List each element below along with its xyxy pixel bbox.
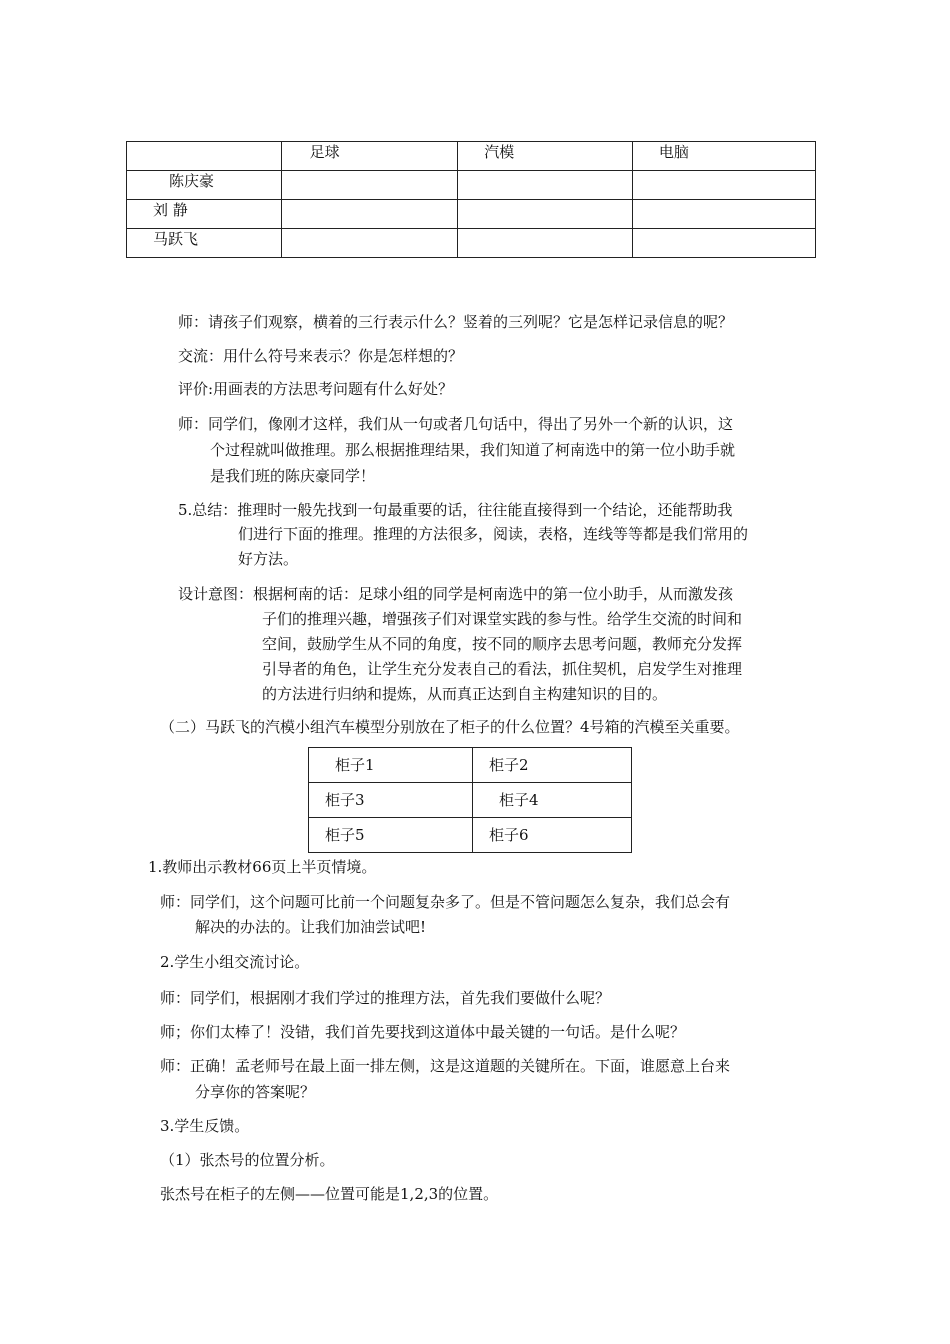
paragraph-line: 师：同学们，像刚才这样，我们从一句或者几句话中，得出了另外一个新的认识，这 [178,415,734,433]
paragraph-line: 空间，鼓励学生从不同的角度，按不同的顺序去思考问题，教师充分发挥 [262,635,743,653]
table-row [309,783,632,818]
table-cell [281,229,458,258]
paragraph-line: 子们的推理兴趣，增强孩子们对课堂实践的参与性。给学生交流的时间和 [262,610,743,628]
table-cell: 柜子1 [309,748,473,783]
paragraph-line: 是我们班的陈庆豪同学！ [210,467,376,485]
table-row [127,229,816,258]
paragraph-line: 引导者的角色，让学生充分发表自己的看法，抓住契机，启发学生对推理 [262,660,743,678]
table-cell: 柜子3 [309,783,473,818]
table-cell [632,171,815,200]
paragraph: （1）张杰号的位置分析。 [160,1151,335,1169]
table-row-label: 陈庆豪 [127,171,282,200]
paragraph-line: 的方法进行归纳和提炼，从而真正达到自主构建知识的目的。 [262,685,668,703]
table-row [309,818,632,853]
paragraph: 师：请孩子们观察，横着的三行表示什么？竖着的三列呢？它是怎样记录信息的呢？ [178,313,734,331]
paragraph: 2.学生小组交流讨论。 [160,953,310,971]
paragraph-line: 设计意图：根据柯南的话：足球小组的同学是柯南选中的第一位小助手，从而激发孩 [178,585,734,603]
table-row [127,200,816,229]
table-cell: 柜子2 [473,748,632,783]
table-cell: 柜子5 [309,818,473,853]
paragraph-line: 解决的办法的。让我们加油尝试吧! [195,918,427,936]
table-header-cell: 足球 [281,142,458,171]
table-row-label: 马跃飞 [127,229,282,258]
paragraph-line: 好方法。 [238,550,299,568]
paragraph: 张杰号在柜子的左侧——位置可能是1,2,3的位置。 [160,1185,499,1203]
paragraph-line: 师：正确！孟老师号在最上面一排左侧，这是这道题的关键所在。下面，谁愿意上台来 [160,1057,731,1075]
table-cell: 柜子4 [473,783,632,818]
paragraph-line: 们进行下面的推理。推理的方法很多，阅读，表格，连线等等都是我们常用的 [238,525,749,543]
paragraph-line: 个过程就叫做推理。那么根据推理结果，我们知道了柯南选中的第一位小助手就 [210,441,736,459]
table-cell [632,229,815,258]
table-header-cell: 电脑 [632,142,815,171]
paragraph: 1.教师出示教材66页上半页情境。 [148,858,377,876]
paragraph-line: 师：同学们，这个问题可比前一个问题复杂多了。但是不管问题怎么复杂，我们总会有 [160,893,731,911]
table-cell [632,200,815,229]
section-heading: （二）马跃飞的汽模小组汽车模型分别放在了柜子的什么位置？4号箱的汽模至关重要。 [160,718,740,736]
table-cell [281,200,458,229]
interest-group-table [126,141,816,258]
table-cell [458,229,633,258]
table-cell: 柜子6 [473,818,632,853]
table-row [127,171,816,200]
paragraph: 3.学生反馈。 [160,1117,250,1135]
paragraph: 师；你们太棒了！没错，我们首先要找到这道体中最关键的一句话。是什么呢？ [160,1023,686,1041]
table-cell [281,171,458,200]
paragraph-line: 分享你的答案呢？ [195,1083,316,1101]
table-cell [458,171,633,200]
table-row [127,142,816,171]
table-header-cell [127,142,282,171]
paragraph: 师：同学们，根据刚才我们学过的推理方法，首先我们要做什么呢？ [160,989,611,1007]
paragraph: 交流：用什么符号来表示？你是怎样想的？ [178,347,464,365]
table-row [309,748,632,783]
table-row-label: 刘 静 [127,200,282,229]
paragraph: 评价:用画表的方法思考问题有什么好处？ [178,380,454,398]
table-cell [458,200,633,229]
paragraph-line: 5.总结：推理时一般先找到一句最重要的话，往往能直接得到一个结论，还能帮助我 [178,501,733,519]
cabinet-table [308,747,632,853]
table-header-cell: 汽模 [458,142,633,171]
